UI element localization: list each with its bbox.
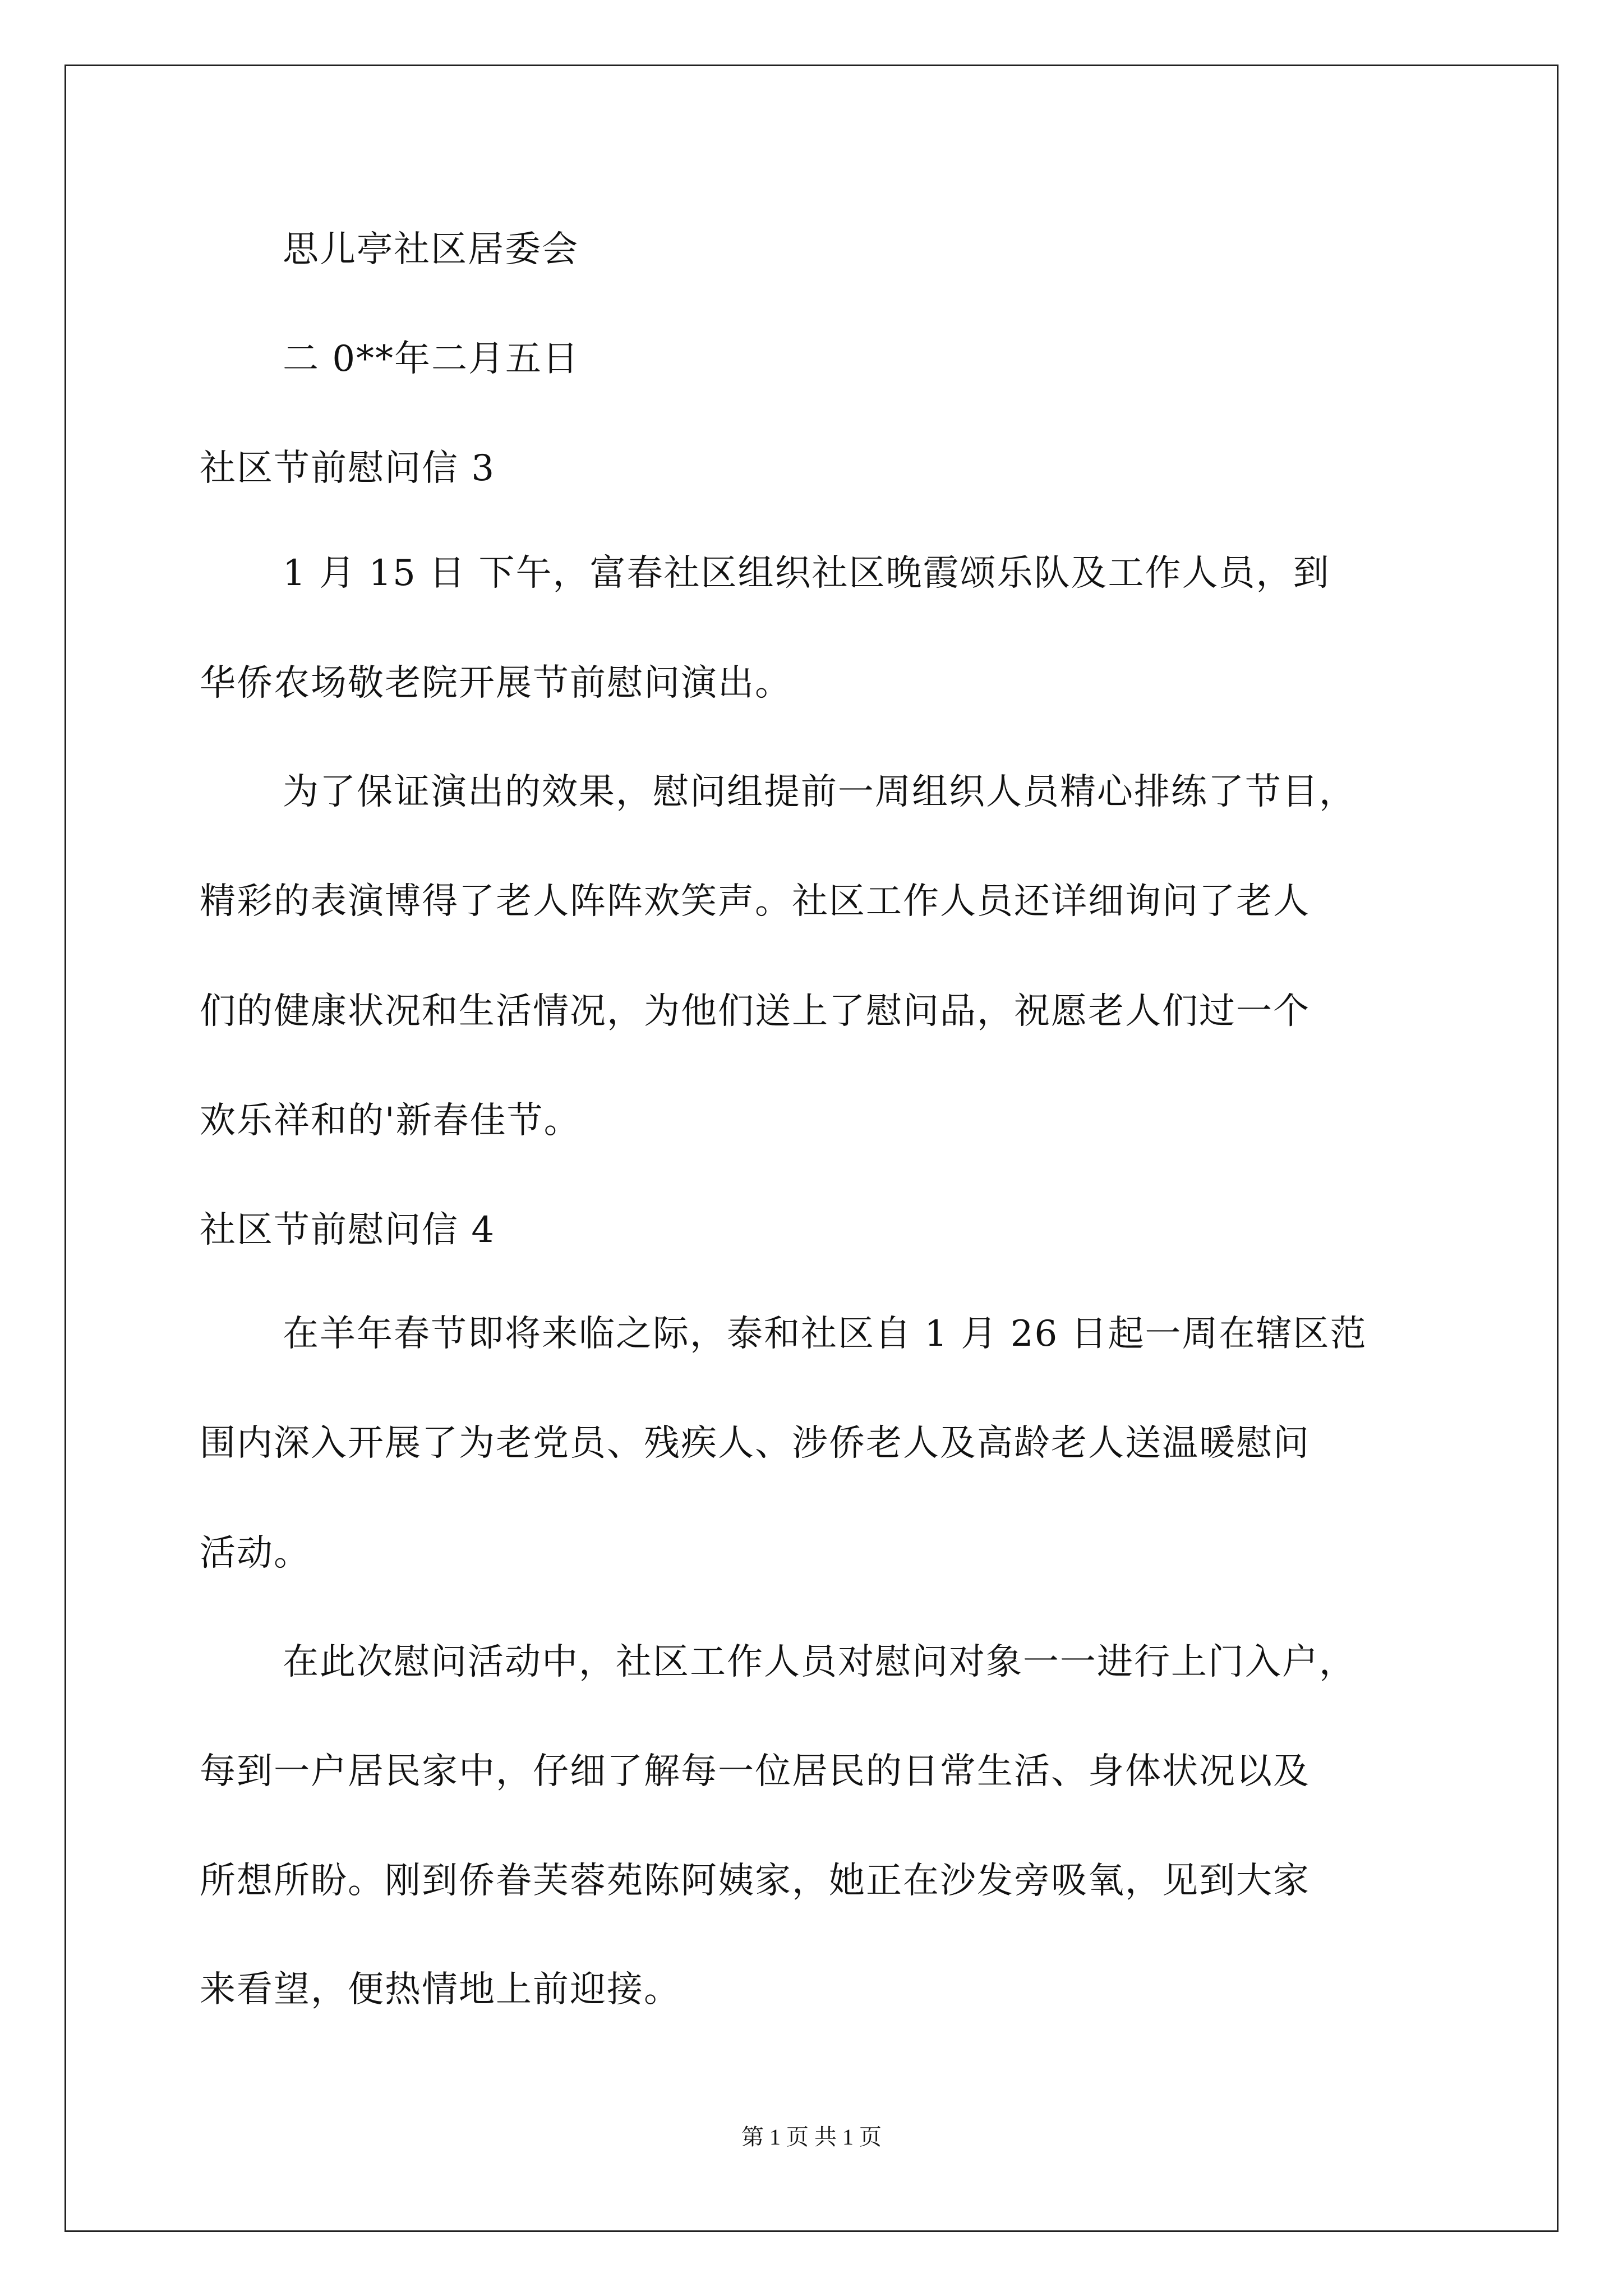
section-heading-4: 社区节前慰问信 4 [200, 1209, 496, 1251]
paragraph-line: 所想所盼。刚到侨眷芙蓉苑陈阿姨家，她正在沙发旁吸氧，见到大家 [200, 1860, 1310, 1902]
paragraph-line: 为了保证演出的效果，慰问组提前一周组织人员精心排练了节目， [283, 771, 1356, 813]
paragraph-line: 精彩的表演博得了老人阵阵欢笑声。社区工作人员还详细询问了老人 [200, 881, 1310, 922]
signature-organization: 思儿亭社区居委会 [283, 229, 579, 270]
paragraph-line: 欢乐祥和的'新春佳节。 [200, 1100, 581, 1142]
paragraph-line: 华侨农场敬老院开展节前慰问演出。 [200, 662, 792, 704]
paragraph-line: 来看望，便热情地上前迎接。 [200, 1969, 681, 2010]
paragraph-line: 们的健康状况和生活情况，为他们送上了慰问品，祝愿老人们过一个 [200, 991, 1310, 1032]
paragraph-line: 1 月 15 日 下午，富春社区组织社区晚霞颂乐队及工作人员，到 [283, 553, 1330, 594]
paragraph-line: 围内深入开展了为老党员、残疾人、涉侨老人及高龄老人送温暖慰问 [200, 1423, 1310, 1464]
paragraph-line: 在此次慰问活动中，社区工作人员对慰问对象一一进行上门入户， [283, 1641, 1356, 1683]
paragraph-line: 每到一户居民家中，仔细了解每一位居民的日常生活、身体状况以及 [200, 1751, 1310, 1792]
page-footer: 第 1 页 共 1 页 [741, 2124, 882, 2150]
paragraph-line: 在羊年春节即将来临之际，泰和社区自 1 月 26 日起一周在辖区范 [283, 1313, 1367, 1355]
signature-date: 二 0**年二月五日 [283, 338, 580, 380]
section-heading-3: 社区节前慰问信 3 [200, 448, 496, 489]
paragraph-line: 活动。 [200, 1533, 311, 1574]
page-border [64, 65, 1559, 2232]
